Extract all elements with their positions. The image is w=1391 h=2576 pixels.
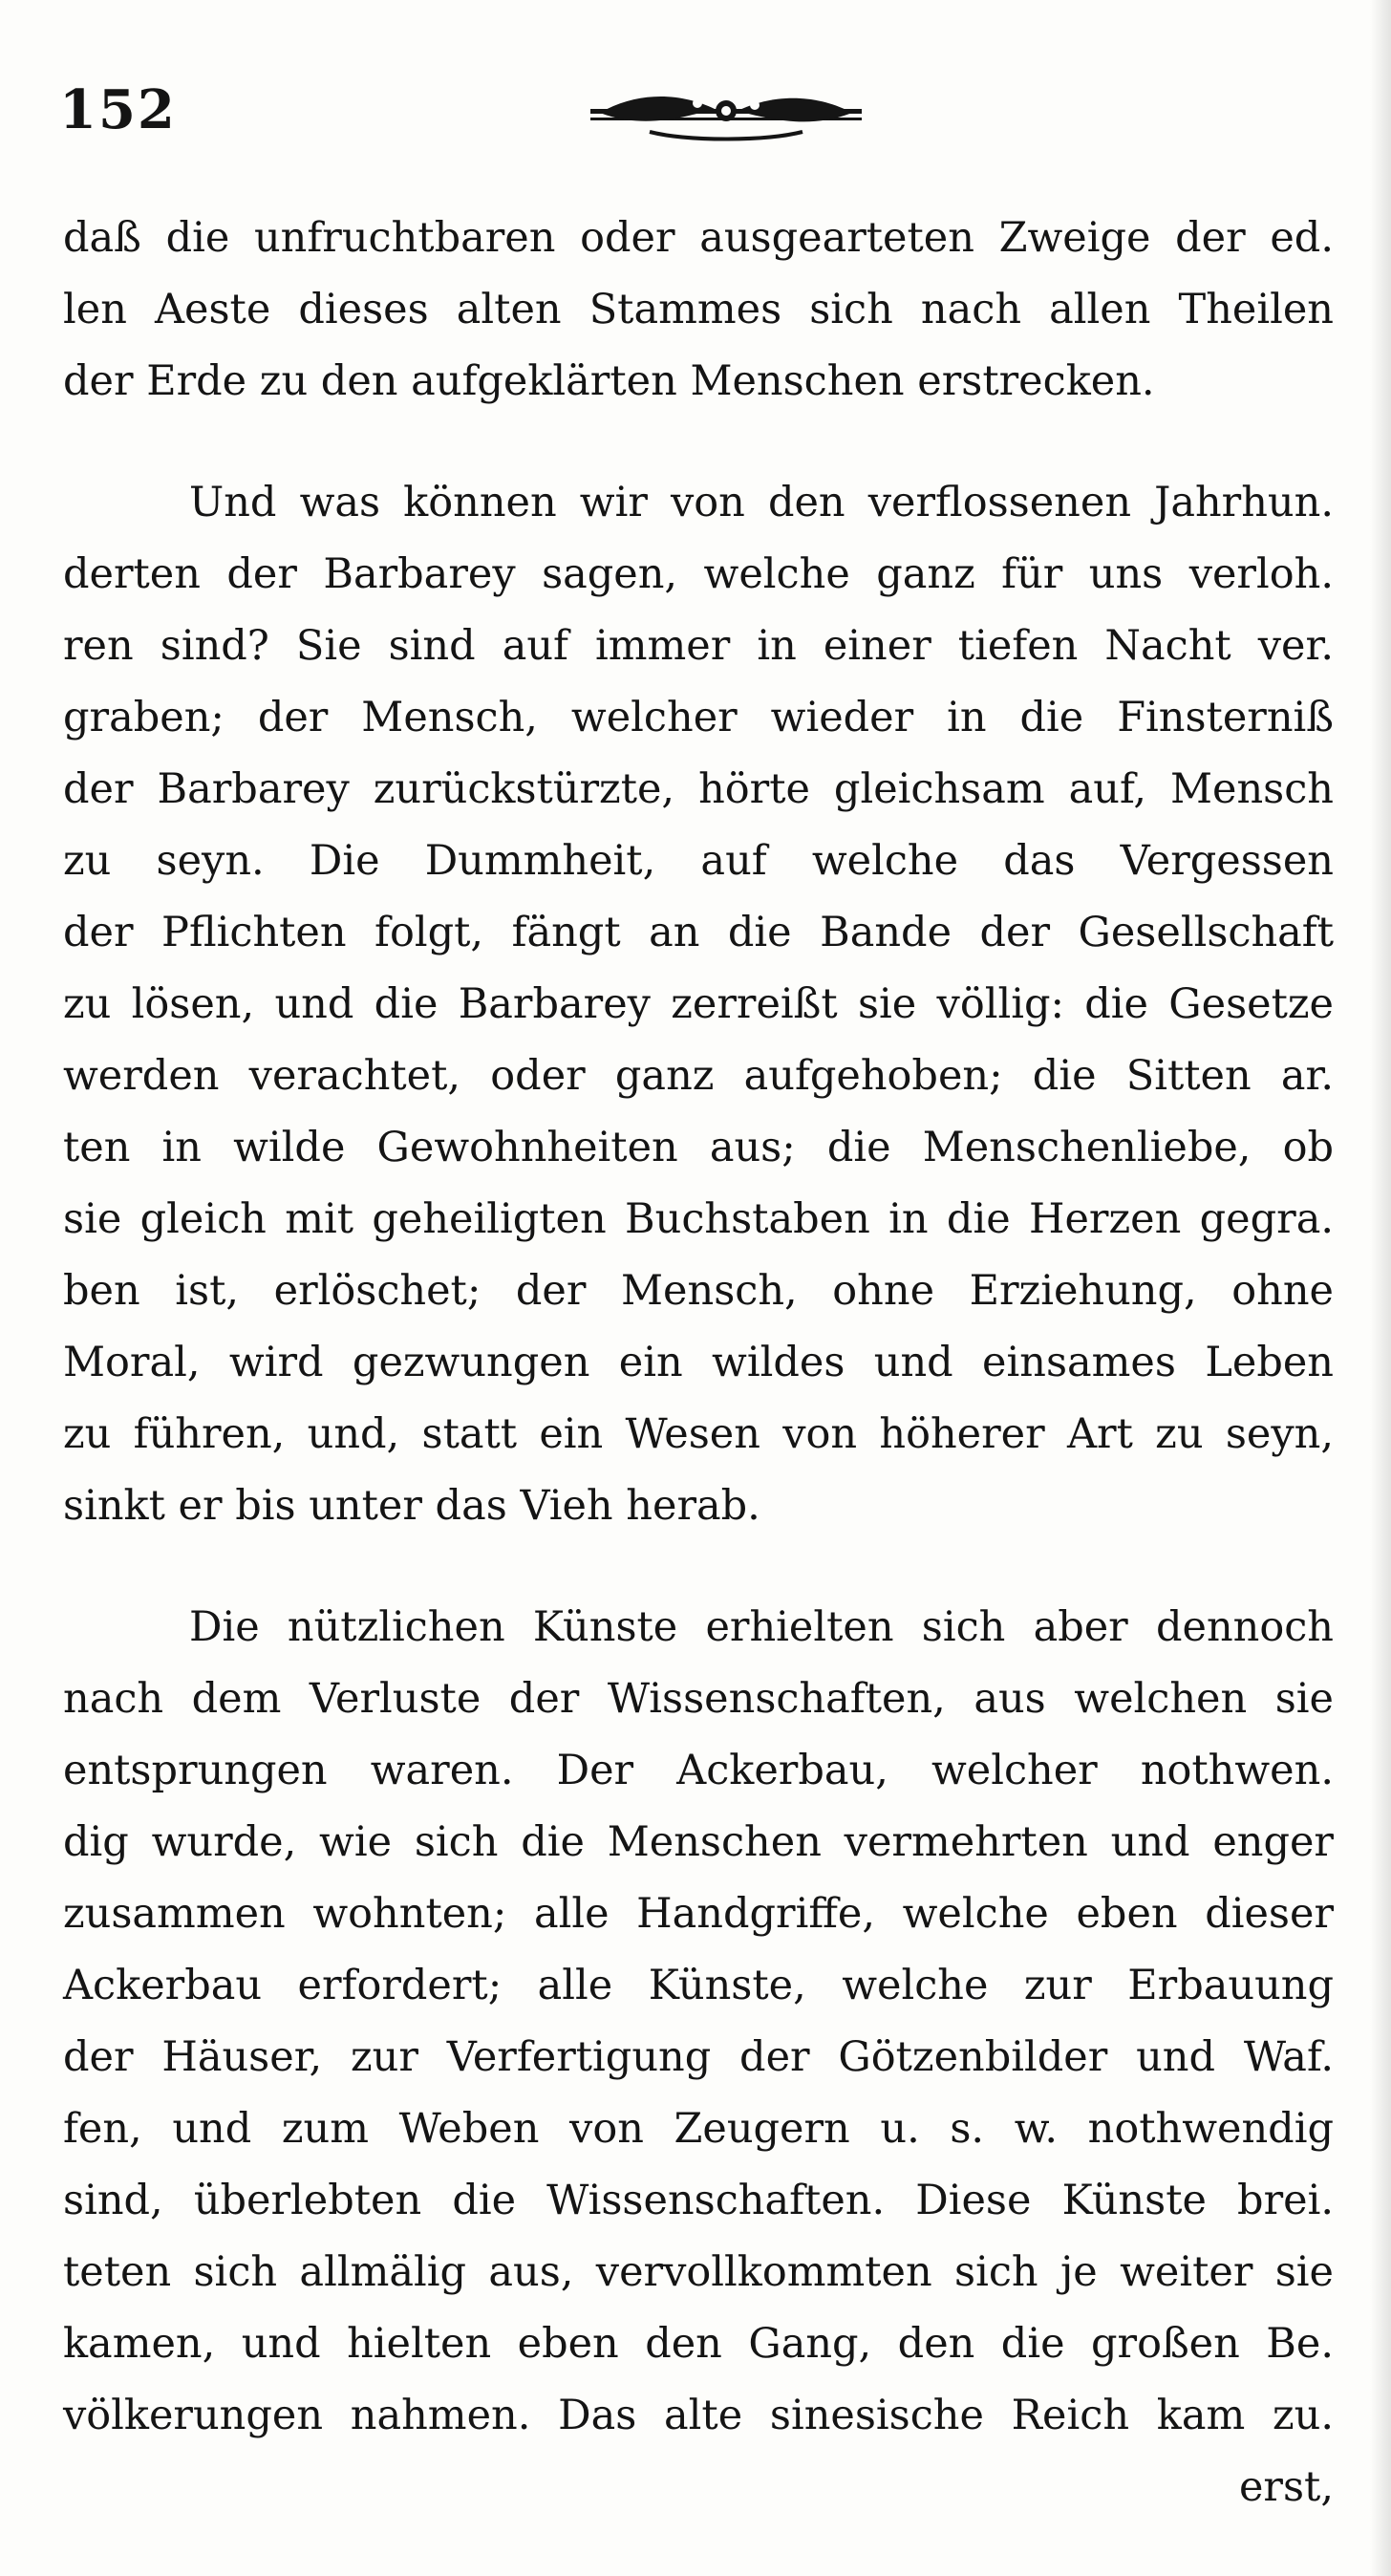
text-line: zu führen, und, statt ein Wesen von höherer Art zu seyn, (63, 1410, 1334, 1458)
text-line: derten der Barbarey sagen, welche ganz für uns verloh. (63, 550, 1334, 598)
body-text (63, 203, 1334, 2523)
paragraph-1 (63, 203, 1334, 418)
text-line: teten sich allmälig aus, vervollkommten sich je weiter sie (63, 2248, 1334, 2296)
text-line: graben; der Mensch, welcher wieder in die Finsterniß (63, 694, 1334, 741)
text-line: zusammen wohnten; alle Handgriffe, welche eben dieser (63, 1890, 1334, 1938)
paragraph-3 (63, 1592, 1334, 2523)
text-line: nach dem Verluste der Wissenschaften, aus welchen sie (63, 1675, 1334, 1723)
text-line: zu seyn. Die Dummheit, auf welche das Vergessen (63, 837, 1334, 885)
text-line: Die nützlichen Künste erhielten sich aber dennoch (189, 1603, 1334, 1651)
text-line: ten in wilde Gewohnheiten aus; die Menschenliebe, ob (63, 1124, 1334, 1171)
text-line: der Erde zu den aufgeklärten Menschen erstrecken. (63, 357, 1155, 405)
text-line: der Pflichten folgt, fängt an die Bande der Gesellschaft (63, 909, 1334, 956)
text-line: sind, überlebten die Wissenschaften. Diese Künste brei. (63, 2177, 1334, 2224)
text-line: daß die unfruchtbaren oder ausgearteten Zweige der ed. (63, 214, 1334, 262)
text-line: der Häuser, zur Verfertigung der Götzenbilder und Waf. (63, 2033, 1334, 2081)
text-line: ren sind? Sie sind auf immer in einer tiefen Nacht ver. (63, 622, 1334, 670)
running-head (59, 78, 1339, 164)
page-number: 152 (59, 78, 177, 141)
page-edge-shadow (1370, 0, 1391, 2576)
text-line: völkerungen nahmen. Das alte sinesische Reich kam zu. (63, 2392, 1334, 2439)
text-line: Und was können wir von den verflossenen Jahrhun. (189, 479, 1334, 526)
text-line: entsprungen waren. Der Ackerbau, welcher nothwen. (63, 1747, 1334, 1794)
text-line: werden verachtet, oder ganz aufgehoben; die Sitten ar. (63, 1052, 1334, 1100)
text-line: ben ist, erlöschet; der Mensch, ohne Erziehung, ohne (63, 1267, 1334, 1315)
text-line: sinkt er bis unter das Vieh herab. (63, 1482, 760, 1530)
text-line: dig wurde, wie sich die Menschen vermehrten und enger (63, 1818, 1334, 1866)
text-line: Ackerbau erfordert; alle Künste, welche zur Erbauung (63, 1962, 1334, 2009)
text-line: fen, und zum Weben von Zeugern u. s. w. nothwendig (63, 2105, 1334, 2153)
paragraph-2 (63, 467, 1334, 1542)
text-line: len Aeste dieses alten Stammes sich nach allen Theilen (63, 286, 1334, 333)
head-ornament-icon (583, 84, 869, 143)
text-line: der Barbarey zurückstürzte, hörte gleichsam auf, Mensch (63, 765, 1334, 813)
catchword: erst, (1238, 2463, 1334, 2511)
text-line: zu lösen, und die Barbarey zerreißt sie völlig: die Gesetze (63, 980, 1334, 1028)
text-line: sie gleich mit geheiligten Buchstaben in die Herzen gegra. (63, 1195, 1334, 1243)
text-line: Moral, wird gezwungen ein wildes und einsames Leben (63, 1339, 1334, 1386)
text-line: kamen, und hielten eben den Gang, den die großen Be. (63, 2320, 1334, 2368)
